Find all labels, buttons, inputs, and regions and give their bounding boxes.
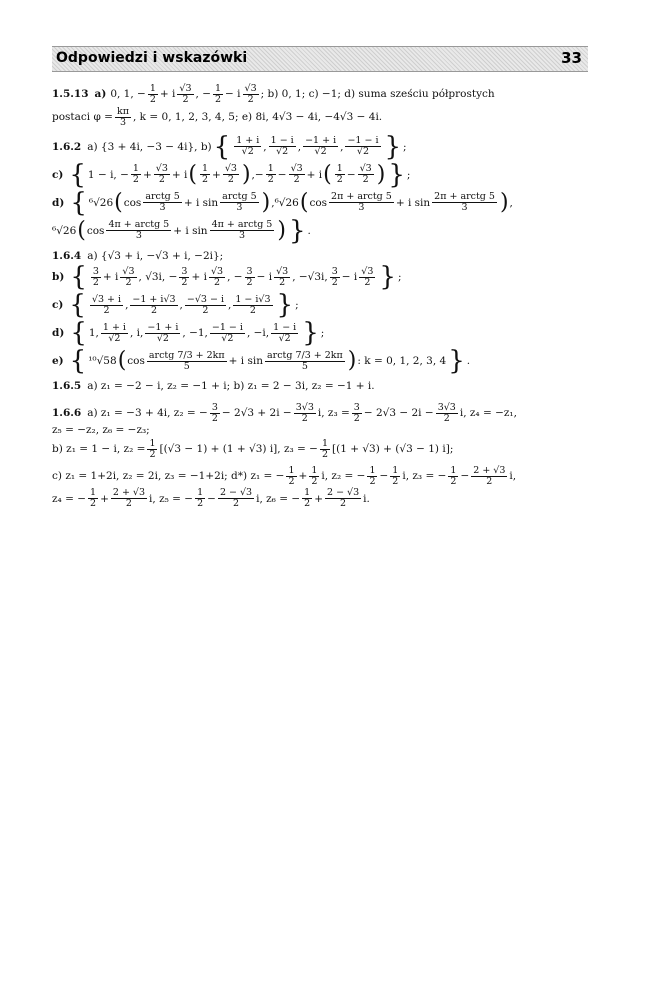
answer-1-6-4-line-2: b) { $\frac{3}{2}$ + i $\frac{√3}{2}$ , √3i, − $\frac{3}{2}$ + i $\frac{√3}{2}$ , − $\frac{3}{2}$ − i $\frac{√3}{2}$ , −√3i, $\frac{3}{2}$ − i $\frac{√3}{2}$ } ;: [52, 262, 402, 293]
fraction: $\frac{√3}{2}$: [244, 83, 257, 105]
answer-1-6-6-line-4: c) z₁ = 1+2i, z₂ = 2i, z₃ = −1+2i; d*) z₁ = − $\frac{1}{2}$ + $\frac{1}{2}$ i, z₂ = − $\frac{1}{2}$ − $\frac{1}{2}$ i, z₃ = − $\frac{1}{2}$ − $\frac{2 + √3}{2}$ i,: [52, 464, 517, 487]
problem-label: 1.5.13: [52, 88, 89, 101]
answer-1-5-13-line-1: 1.5.13 a) 0, 1, − $\frac{1}{2}$ + i $\frac{√3}{2}$ , − $\frac{1}{2}$ − i $\frac{√3}{2}$ ; b) 0, 1; c) −1; d) suma sześciu półprostych: [52, 83, 495, 105]
answer-1-6-2-line-3: d) { ⁶√26 ( cos $\frac{\text{arctg 5}}{3}$ + i sin $\frac{\text{arctg 5}}{3}$ ) , ⁶√26 ( cos $\frac{\text{2π + arctg 5}}{3}$ + i sin $\frac{\text{2π + arctg 5}}{3}$ ) ,: [52, 187, 513, 218]
answer-1-6-6-line-2: z₅ = −z₂, z₆ = −z₃;: [52, 424, 150, 436]
fraction: $\frac{√3}{2}$: [179, 83, 192, 105]
fraction: $\frac{1}{2}$: [215, 83, 222, 105]
fraction: $\frac{k\pi}{3}$: [116, 105, 129, 128]
problem-label: 1.6.6: [52, 407, 82, 420]
page-number: 33: [561, 49, 582, 67]
problem-label: 1.6.2: [52, 140, 82, 153]
answer-1-6-4-line-5: e) { ¹⁰√58 ( cos $\frac{\text{arctg 7/3 + 2kπ}}{5}$ + i sin $\frac{\text{arctg 7/3 + 2kπ}}{5}$ ) : k = 0, 1, 2, 3, 4 } .: [52, 346, 471, 377]
problem-label: 1.6.4: [52, 249, 82, 262]
answer-1-6-5: 1.6.5 a) z₁ = −2 − i, z₂ = −1 + i; b) z₁ = 2 − 3i, z₂ = −1 + i.: [52, 380, 375, 393]
answer-1-6-4-line-1: 1.6.4 a) {√3 + i, −√3 + i, −2i};: [52, 249, 224, 262]
answer-1-6-2-line-1: 1.6.2 a) {3 + 4i, −3 − 4i}, b) { $\frac{1 + i}{√2}$ , $\frac{1 - i}{√2}$ , $\frac{-1 + i}{√2}$ , $\frac{-1 - i}{√2}$ } ;: [52, 131, 407, 162]
answer-1-6-4-line-4: d) { 1, $\frac{1 + i}{√2}$ , i, $\frac{-1 + i}{√2}$ , −1, $\frac{-1 - i}{√2}$ , −i, $\frac{1 - i}{√2}$ } ;: [52, 318, 325, 349]
fraction: $\frac{1}{2}$: [149, 83, 156, 105]
answer-1-6-6-line-1: 1.6.6 a) z₁ = −3 + 4i, z₂ = − $\frac{3}{2}$ − 2√3 + 2i − $\frac{3√3}{2}$ i, z₃ = $\frac{3}{2}$ − 2√3 − 2i − $\frac{3√3}{2}$ i, z₄ = −z₁,: [52, 402, 517, 425]
answers-content: [52, 84, 592, 509]
problem-label: 1.6.5: [52, 380, 82, 393]
answer-1-6-2-line-2: c) { 1 − i, − $\frac{1}{2}$ + $\frac{√3}{2}$ + i ( $\frac{1}{2}$ + $\frac{√3}{2}$ ) , − $\frac{1}{2}$ − $\frac{√3}{2}$ + i ( $\frac{1}{2}$ − $\frac{√3}{2}$ ) } ;: [52, 159, 411, 190]
answer-1-6-4-line-3: c) { $\frac{√3 + i}{2}$ , $\frac{-1 + i√3}{2}$ , $\frac{-√3 - i}{2}$ , $\frac{1 - i√3}{2}$ } ;: [52, 290, 299, 321]
chapter-title: Odpowiedzi i wskazówki: [56, 50, 248, 66]
answer-1-5-13-line-2: postaci φ = $\frac{k\pi}{3}$ , k = 0, 1, 2, 3, 4, 5; e) 8i, 4√3 − 4i, −4√3 − 4i.: [52, 105, 383, 128]
page-header: [52, 46, 588, 72]
answer-1-6-6-line-3: b) z₁ = 1 − i, z₂ = $\frac{1}{2}$ [(√3 − 1) + (1 + √3) i], z₃ = − $\frac{1}{2}$ [(1 + √3) + (√3 − 1) i];: [52, 437, 454, 460]
answer-1-6-6-line-5: z₄ = − $\frac{1}{2}$ + $\frac{2 + √3}{2}$ i, z₅ = − $\frac{1}{2}$ − $\frac{2 - √3}{2}$ i, z₆ = − $\frac{1}{2}$ + $\frac{2 - √3}{2}$ i.: [52, 487, 370, 510]
answer-1-6-2-line-4: ⁶√26 ( cos $\frac{\text{4π + arctg 5}}{3}$ + i sin $\frac{\text{4π + arctg 5}}{3}$ ) } .: [52, 215, 311, 246]
